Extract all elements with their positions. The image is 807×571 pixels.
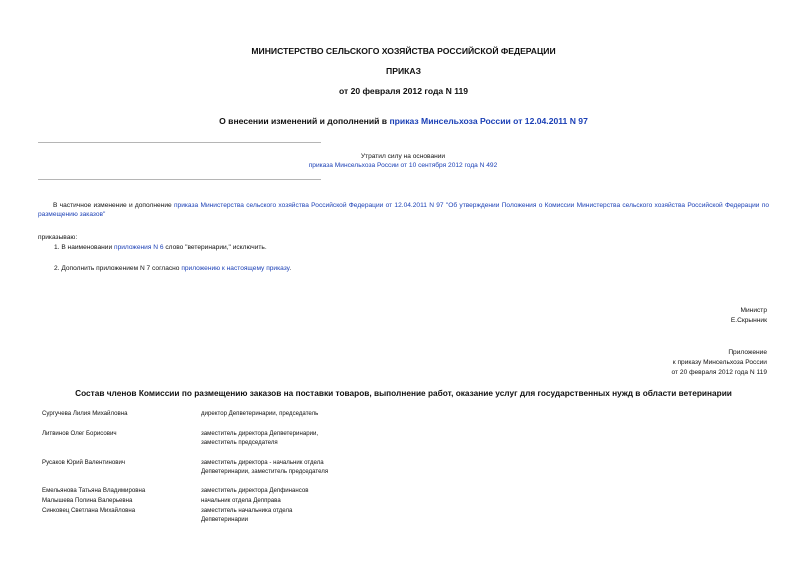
item2-link[interactable]: приложению к настоящему приказу xyxy=(181,265,290,272)
member-position: заместитель директора Депфинансов xyxy=(201,487,309,494)
appendix-to-order: к приказу Минсельхоза России xyxy=(672,359,767,366)
signature-name: Е.Скрынник xyxy=(730,317,767,324)
item2-text: 2. Дополнить приложением N 7 согласно xyxy=(54,265,182,272)
appendix-date-number: от 20 февраля 2012 года N 119 xyxy=(671,369,767,376)
member-name: Сургучева Лилия Михайловна xyxy=(42,410,128,417)
order-item-2 xyxy=(54,264,291,273)
subject-link[interactable]: приказ Минсельхоза России от 12.04.2011 N 97 xyxy=(389,116,588,126)
item1-link[interactable]: приложения N 6 xyxy=(114,244,164,251)
member-name: Малышева Полина Валерьевна xyxy=(42,497,133,504)
ministry-title: МИНИСТЕРСТВО СЕЛЬСКОГО ХОЗЯЙСТВА РОССИЙСКОЙ ФЕДЕРАЦИИ xyxy=(251,46,556,56)
signature-title: Министр xyxy=(740,307,767,314)
order-item-1 xyxy=(54,243,267,252)
intro-link[interactable]: приказа Министерства сельского хозяйства Российской Федерации от 12.04.2011 N 97 "Об утверждении Положения о Комиссии Министерства сельского хозяйства Российской Федерации по размещению заказов" xyxy=(38,202,769,218)
member-name: Синковец Светлана Михайловна xyxy=(42,507,136,514)
member-position: заместитель директора - начальник отдела Депветеринарии, заместитель председателя xyxy=(201,459,329,476)
appendix-title: Состав членов Комиссии по размещению заказов на поставки товаров, выполнение работ, оказание услуг для государственных нужд в области ветеринарии xyxy=(75,388,732,398)
subject-text: О внесении изменений и дополнений в xyxy=(219,116,390,126)
member-name: Литвинов Олег Борисович xyxy=(42,430,117,437)
document-subject xyxy=(0,116,807,126)
member-name: Емельянова Татьяна Владимировна xyxy=(42,487,146,494)
intro-paragraph xyxy=(38,201,769,219)
document-date-number: от 20 февраля 2012 года N 119 xyxy=(338,86,469,96)
appendix-label: Приложение xyxy=(728,349,767,356)
intro-text: В частичное изменение и дополнение xyxy=(53,202,174,209)
divider-bottom xyxy=(38,179,321,180)
status-note-text: Утратил силу на основании xyxy=(360,153,446,160)
item1-text: 1. В наименовании xyxy=(54,244,114,251)
member-position: директор Депветеринарии, председатель xyxy=(201,410,319,417)
member-name: Русаков Юрий Валентинович xyxy=(42,459,126,466)
member-position: начальник отдела Депправа xyxy=(201,497,281,504)
member-position: заместитель начальника отдела Депветеринарии xyxy=(201,507,293,524)
member-position: заместитель директора Депветеринарии, заместитель председателя xyxy=(201,430,319,447)
divider-top xyxy=(38,142,321,143)
status-note-link[interactable]: приказа Минсельхоза России от 10 сентября 2012 года N 492 xyxy=(308,162,498,169)
order-word: приказываю: xyxy=(38,234,78,241)
item1-suffix: слово "ветеринарии," исключить. xyxy=(163,244,267,251)
item2-suffix: . xyxy=(289,265,292,272)
status-note xyxy=(250,152,556,170)
document-type: ПРИКАЗ xyxy=(386,66,421,76)
